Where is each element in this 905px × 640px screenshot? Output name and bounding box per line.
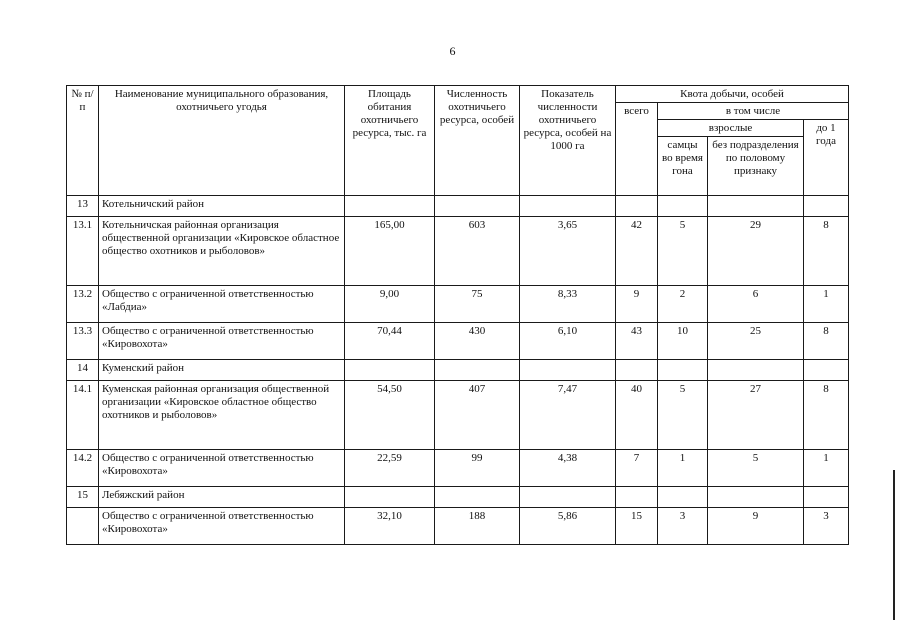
cell-empty bbox=[708, 360, 804, 381]
district-row bbox=[67, 360, 849, 381]
cell-empty bbox=[708, 196, 804, 217]
cell-young: 8 bbox=[804, 381, 849, 450]
cell-total: 40 bbox=[616, 381, 658, 450]
cell-name: Куменская районная организация общественной организации «Кировское областное общество охотников и рыболовов» bbox=[99, 381, 345, 450]
header-num: № п/п bbox=[67, 86, 99, 196]
cell-area: 9,00 bbox=[345, 286, 435, 323]
cell-empty bbox=[435, 360, 520, 381]
page-number: 6 bbox=[449, 44, 456, 58]
cell-nosex: 5 bbox=[708, 450, 804, 487]
cell-population: 99 bbox=[435, 450, 520, 487]
cell-young: 1 bbox=[804, 286, 849, 323]
cell-name: Котельничская районная организация общественной организации «Кировское областное общество охотников и рыболовов» bbox=[99, 217, 345, 286]
cell-total: 43 bbox=[616, 323, 658, 360]
cell-area: 54,50 bbox=[345, 381, 435, 450]
cell-population: 188 bbox=[435, 508, 520, 545]
cell-males: 2 bbox=[658, 286, 708, 323]
cell-indicator: 5,86 bbox=[520, 508, 616, 545]
cell-name: Куменский район bbox=[99, 360, 345, 381]
cell-name: Общество с ограниченной ответственностью «Кировохота» bbox=[99, 508, 345, 545]
cell-empty bbox=[804, 196, 849, 217]
cell-indicator: 7,47 bbox=[520, 381, 616, 450]
cell-num bbox=[67, 508, 99, 545]
table-row bbox=[67, 381, 849, 450]
cell-num: 15 bbox=[67, 487, 99, 508]
cell-nosex: 25 bbox=[708, 323, 804, 360]
cell-total: 42 bbox=[616, 217, 658, 286]
cell-name: Котельничский район bbox=[99, 196, 345, 217]
cell-name: Общество с ограниченной ответственностью «Кировохота» bbox=[99, 323, 345, 360]
cell-empty bbox=[435, 196, 520, 217]
table-row bbox=[67, 323, 849, 360]
cell-males: 1 bbox=[658, 450, 708, 487]
cell-num: 14.2 bbox=[67, 450, 99, 487]
cell-area: 70,44 bbox=[345, 323, 435, 360]
cell-population: 407 bbox=[435, 381, 520, 450]
cell-males: 5 bbox=[658, 217, 708, 286]
quota-table bbox=[66, 85, 849, 545]
header-nosex: без подразделения по половому признаку bbox=[708, 137, 804, 196]
cell-males: 5 bbox=[658, 381, 708, 450]
cell-empty bbox=[616, 360, 658, 381]
cell-young: 1 bbox=[804, 450, 849, 487]
cell-nosex: 29 bbox=[708, 217, 804, 286]
cell-empty bbox=[435, 487, 520, 508]
cell-empty bbox=[345, 196, 435, 217]
cell-area: 165,00 bbox=[345, 217, 435, 286]
cell-area: 32,10 bbox=[345, 508, 435, 545]
cell-total: 15 bbox=[616, 508, 658, 545]
header-name: Наименование муниципального образования, охотничьего угодья bbox=[99, 86, 345, 196]
header-population: Численность охотничьего ресурса, особей bbox=[435, 86, 520, 196]
table-header bbox=[67, 86, 849, 196]
header-including: в том числе bbox=[658, 103, 849, 120]
cell-empty bbox=[616, 487, 658, 508]
cell-name: Общество с ограниченной ответственностью «Лабдиа» bbox=[99, 286, 345, 323]
cell-males: 10 bbox=[658, 323, 708, 360]
cell-empty bbox=[658, 196, 708, 217]
cell-total: 9 bbox=[616, 286, 658, 323]
cell-num: 14 bbox=[67, 360, 99, 381]
cell-empty bbox=[520, 196, 616, 217]
cell-empty bbox=[345, 487, 435, 508]
cell-young: 3 bbox=[804, 508, 849, 545]
cell-empty bbox=[804, 487, 849, 508]
cell-young: 8 bbox=[804, 323, 849, 360]
cell-young: 8 bbox=[804, 217, 849, 286]
cell-indicator: 8,33 bbox=[520, 286, 616, 323]
header-under1: до 1 года bbox=[804, 120, 849, 196]
cell-empty bbox=[520, 487, 616, 508]
header-quota: Квота добычи, особей bbox=[616, 86, 849, 103]
header-adults: взрослые bbox=[658, 120, 804, 137]
cell-num: 13.1 bbox=[67, 217, 99, 286]
cell-num: 14.1 bbox=[67, 381, 99, 450]
cell-empty bbox=[345, 360, 435, 381]
district-row bbox=[67, 487, 849, 508]
cell-empty bbox=[616, 196, 658, 217]
cell-nosex: 6 bbox=[708, 286, 804, 323]
scan-edge-mark bbox=[893, 470, 895, 620]
cell-nosex: 27 bbox=[708, 381, 804, 450]
cell-population: 603 bbox=[435, 217, 520, 286]
table-row bbox=[67, 286, 849, 323]
cell-empty bbox=[708, 487, 804, 508]
cell-area: 22,59 bbox=[345, 450, 435, 487]
cell-population: 75 bbox=[435, 286, 520, 323]
header-indicator: Показатель численности охотничьего ресурса, особей на 1000 га bbox=[520, 86, 616, 196]
cell-name: Лебяжский район bbox=[99, 487, 345, 508]
table-row bbox=[67, 217, 849, 286]
cell-males: 3 bbox=[658, 508, 708, 545]
cell-num: 13 bbox=[67, 196, 99, 217]
table-body bbox=[67, 196, 849, 545]
cell-empty bbox=[804, 360, 849, 381]
cell-indicator: 6,10 bbox=[520, 323, 616, 360]
header-males: самцы во время гона bbox=[658, 137, 708, 196]
cell-population: 430 bbox=[435, 323, 520, 360]
header-total: всего bbox=[616, 103, 658, 196]
cell-empty bbox=[520, 360, 616, 381]
cell-num: 13.2 bbox=[67, 286, 99, 323]
district-row bbox=[67, 196, 849, 217]
cell-name: Общество с ограниченной ответственностью «Кировохота» bbox=[99, 450, 345, 487]
header-area: Площадь обитания охотничьего ресурса, тыс. га bbox=[345, 86, 435, 196]
cell-nosex: 9 bbox=[708, 508, 804, 545]
cell-empty bbox=[658, 487, 708, 508]
cell-indicator: 3,65 bbox=[520, 217, 616, 286]
table-row bbox=[67, 508, 849, 545]
cell-empty bbox=[658, 360, 708, 381]
cell-total: 7 bbox=[616, 450, 658, 487]
table-row bbox=[67, 450, 849, 487]
cell-num: 13.3 bbox=[67, 323, 99, 360]
cell-indicator: 4,38 bbox=[520, 450, 616, 487]
